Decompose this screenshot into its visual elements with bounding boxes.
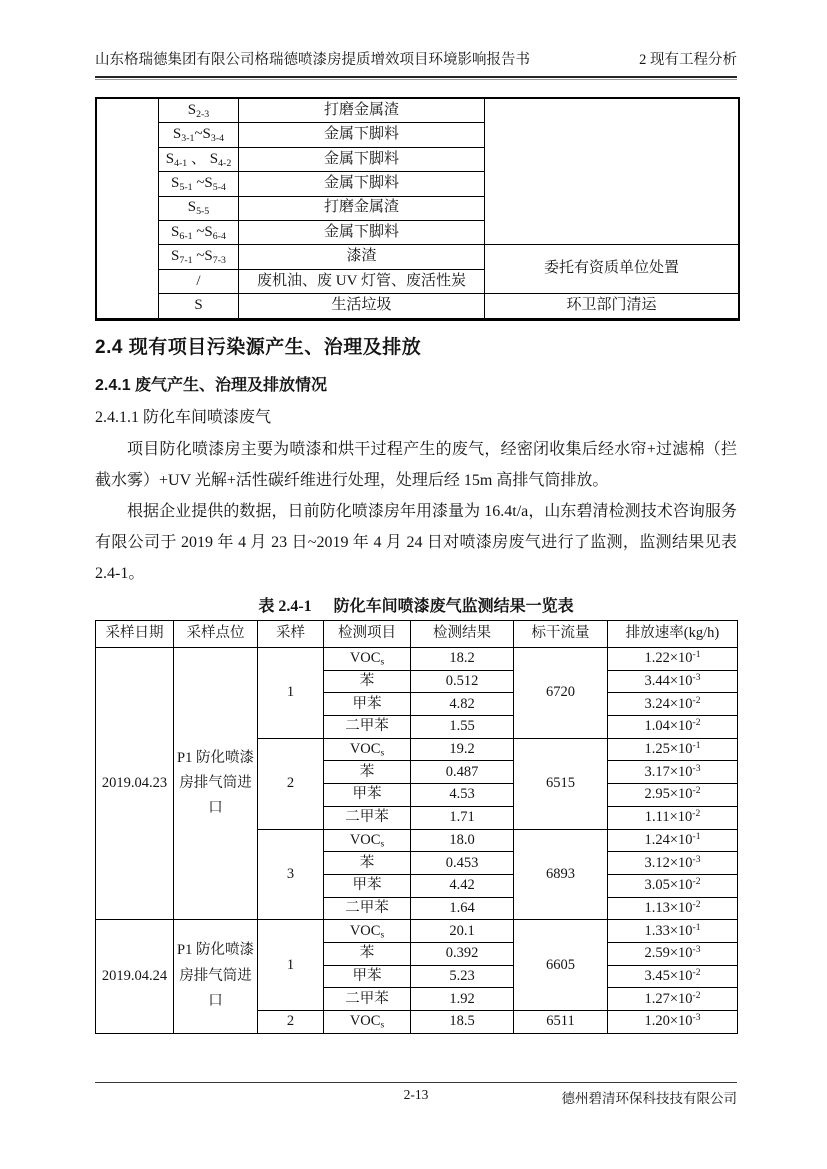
monitoring-table-row [96,920,738,943]
monitoring-table-wrap [95,620,738,1034]
paragraph-treatment: 项目防化喷漆房主要为喷漆和烘干过程产生的废气，经密闭收集后经水帘+过滤棉（拦截水雾）+UV 光解+活性碳纤维进行处理，处理后经 15m 高排气筒排放。 [95,441,737,489]
parameter-cell: 苯 [324,852,411,875]
sampling-point-cell: P1 防化喷漆房排气筒进口 [174,648,258,920]
parameter-cell: 甲苯 [324,965,411,988]
result-cell: 1.92 [411,988,514,1011]
waste-item-cell: 废机油、废 UV 灯管、废活性炭 [239,269,485,293]
sample-number-cell: 2 [258,1011,324,1034]
result-cell: 4.82 [411,693,514,716]
emission-rate-cell: $1.20\times 10^{-3}$ [608,1011,738,1034]
waste-code-cell: $S_{6-1}$ $\sim S_{6-4}$ [159,220,239,244]
result-cell: 20.1 [411,920,514,943]
column-header-cell: 采样 [258,621,324,648]
waste-item-cell: 金属下脚料 [239,123,485,147]
flow-rate-cell: 6605 [514,920,608,1011]
waste-code-cell: $S_{2-3}$ [159,99,239,123]
parameter-cell: 二甲苯 [324,716,411,739]
emission-rate-cell: $2.59\times 10^{-3}$ [608,942,738,965]
result-cell: 5.23 [411,965,514,988]
sample-number-cell: 1 [258,648,324,739]
column-header-cell: 标干流量 [514,621,608,648]
emission-rate-cell: $1.11\times 10^{-2}$ [608,806,738,829]
section-heading-2-4-1-1: 2.4.1.1 防化车间喷漆废气 [95,409,272,426]
emission-rate-cell: $1.24\times 10^{-1}$ [608,829,738,852]
result-cell: 1.64 [411,897,514,920]
flow-rate-cell: 6720 [514,648,608,739]
parameter-cell: 苯 [324,942,411,965]
sampling-point-cell: P1 防化喷漆房排气筒进口 [174,920,258,1033]
page-header [95,48,737,78]
table-caption-label: 表 2.4-1 [258,598,312,615]
header-report-title: 山东格瑞德集团有限公司格瑞德喷漆房提质增效项目环境影响报告书 [95,52,530,68]
result-cell: 4.53 [411,784,514,807]
parameter-cell: 二甲苯 [324,897,411,920]
emission-rate-cell: $3.05\times 10^{-2}$ [608,874,738,897]
waste-item-cell: 金属下脚料 [239,172,485,196]
parameter-cell: $VOC_s$ [324,648,411,671]
result-cell: 0.487 [411,761,514,784]
sample-date-cell: 2019.04.23 [96,648,174,920]
table-caption-title: 防化车间喷漆废气监测结果一览表 [333,598,574,615]
parameter-cell: $VOC_s$ [324,738,411,761]
waste-disposal-cell [485,99,739,245]
emission-rate-cell: $1.04\times 10^{-2}$ [608,716,738,739]
column-header-cell: 排放速率(kg/h) [608,621,738,648]
waste-code-cell: $S_{7-1}$ $\sim S_{7-3}$ [159,245,239,269]
result-cell: 0.453 [411,852,514,875]
monitoring-header-row [96,621,738,648]
emission-rate-cell: $1.27\times 10^{-2}$ [608,988,738,1011]
parameter-cell: $VOC_s$ [324,1011,411,1034]
table-caption [95,593,737,616]
waste-code-cell: $S_{3-1}\sim S_{3-4}$ [159,123,239,147]
result-cell: 18.5 [411,1011,514,1034]
body-text [95,434,737,589]
result-cell: 1.55 [411,716,514,739]
section-heading-2-4-1: 2.4.1 废气产生、治理及排放情况 [95,377,328,394]
waste-item-cell: 金属下脚料 [239,220,485,244]
parameter-cell: 甲苯 [324,784,411,807]
emission-rate-cell: $3.24\times 10^{-2}$ [608,693,738,716]
emission-rate-cell: $2.95\times 10^{-2}$ [608,784,738,807]
column-header-cell: 检测项目 [324,621,411,648]
footer-rule [95,1082,737,1083]
waste-item-cell: 生活垃圾 [239,294,485,319]
waste-table-row [97,294,739,319]
waste-disposal-table [96,98,739,320]
waste-code-cell: S [159,294,239,319]
result-cell: 0.392 [411,942,514,965]
column-header-cell: 采样点位 [174,621,258,648]
waste-item-cell: 漆渣 [239,245,485,269]
result-cell: 19.2 [411,738,514,761]
sample-number-cell: 2 [258,738,324,829]
sample-number-cell: 3 [258,829,324,920]
waste-code-cell: $S_{4-1}$ 、 $S_{4-2}$ [159,147,239,171]
flow-rate-cell: 6893 [514,829,608,920]
waste-disposal-table-wrap [95,97,740,321]
waste-code-cell: / [159,269,239,293]
emission-rate-cell: $1.13\times 10^{-2}$ [608,897,738,920]
parameter-cell: 苯 [324,761,411,784]
page-number: 2-13 [403,1087,429,1102]
emission-rate-cell: $1.25\times 10^{-1}$ [608,738,738,761]
parameter-cell: $VOC_s$ [324,920,411,943]
footer-company: 德州碧清环保科技技有限公司 [561,1091,737,1106]
result-cell: 4.42 [411,874,514,897]
column-header-cell: 检测结果 [411,621,514,648]
flow-rate-cell: 6515 [514,738,608,829]
waste-item-cell: 打磨金属渣 [239,99,485,123]
parameter-cell: 二甲苯 [324,806,411,829]
emission-rate-cell: $1.33\times 10^{-1}$ [608,920,738,943]
emission-rate-cell: $3.44\times 10^{-3}$ [608,670,738,693]
column-header-cell: 采样日期 [96,621,174,648]
monitoring-table [95,620,738,1034]
waste-item-cell: 金属下脚料 [239,147,485,171]
result-cell: 1.71 [411,806,514,829]
section-heading-2-4: 2.4 现有项目污染源产生、治理及排放 [95,337,422,358]
emission-rate-cell: $1.22\times 10^{-1}$ [608,648,738,671]
waste-item-cell: 打磨金属渣 [239,196,485,220]
header-chapter-title: 2 现有工程分析 [639,52,737,68]
waste-code-cell: $S_{5-5}$ [159,196,239,220]
parameter-cell: $VOC_s$ [324,829,411,852]
emission-rate-cell: $3.45\times 10^{-2}$ [608,965,738,988]
waste-disposal-cell: 委托有资质单位处置 [485,245,739,294]
result-cell: 18.2 [411,648,514,671]
sample-date-cell: 2019.04.24 [96,920,174,1033]
result-cell: 0.512 [411,670,514,693]
flow-rate-cell: 6511 [514,1011,608,1034]
waste-code-cell: $S_{5-1}$ $\sim S_{5-4}$ [159,172,239,196]
emission-rate-cell: $3.17\times 10^{-3}$ [608,761,738,784]
result-cell: 18.0 [411,829,514,852]
parameter-cell: 甲苯 [324,874,411,897]
paragraph-monitoring: 根据企业提供的数据，日前防化喷漆房年用漆量为 16.4t/a，山东碧清检测技术咨询服务有限公司于 2019 年 4 月 23 日~2019 年 4 月 24 日对喷漆房废气进行了监测，监测结果见表 2.4-1。 [95,503,737,582]
monitoring-table-row [96,648,738,671]
parameter-cell: 苯 [324,670,411,693]
parameter-cell: 二甲苯 [324,988,411,1011]
waste-table-row [97,99,739,123]
sample-number-cell: 1 [258,920,324,1011]
waste-left-cell [97,99,159,319]
waste-disposal-cell: 环卫部门清运 [485,294,739,319]
waste-table-row [97,245,739,269]
emission-rate-cell: $3.12\times 10^{-3}$ [608,852,738,875]
parameter-cell: 甲苯 [324,693,411,716]
